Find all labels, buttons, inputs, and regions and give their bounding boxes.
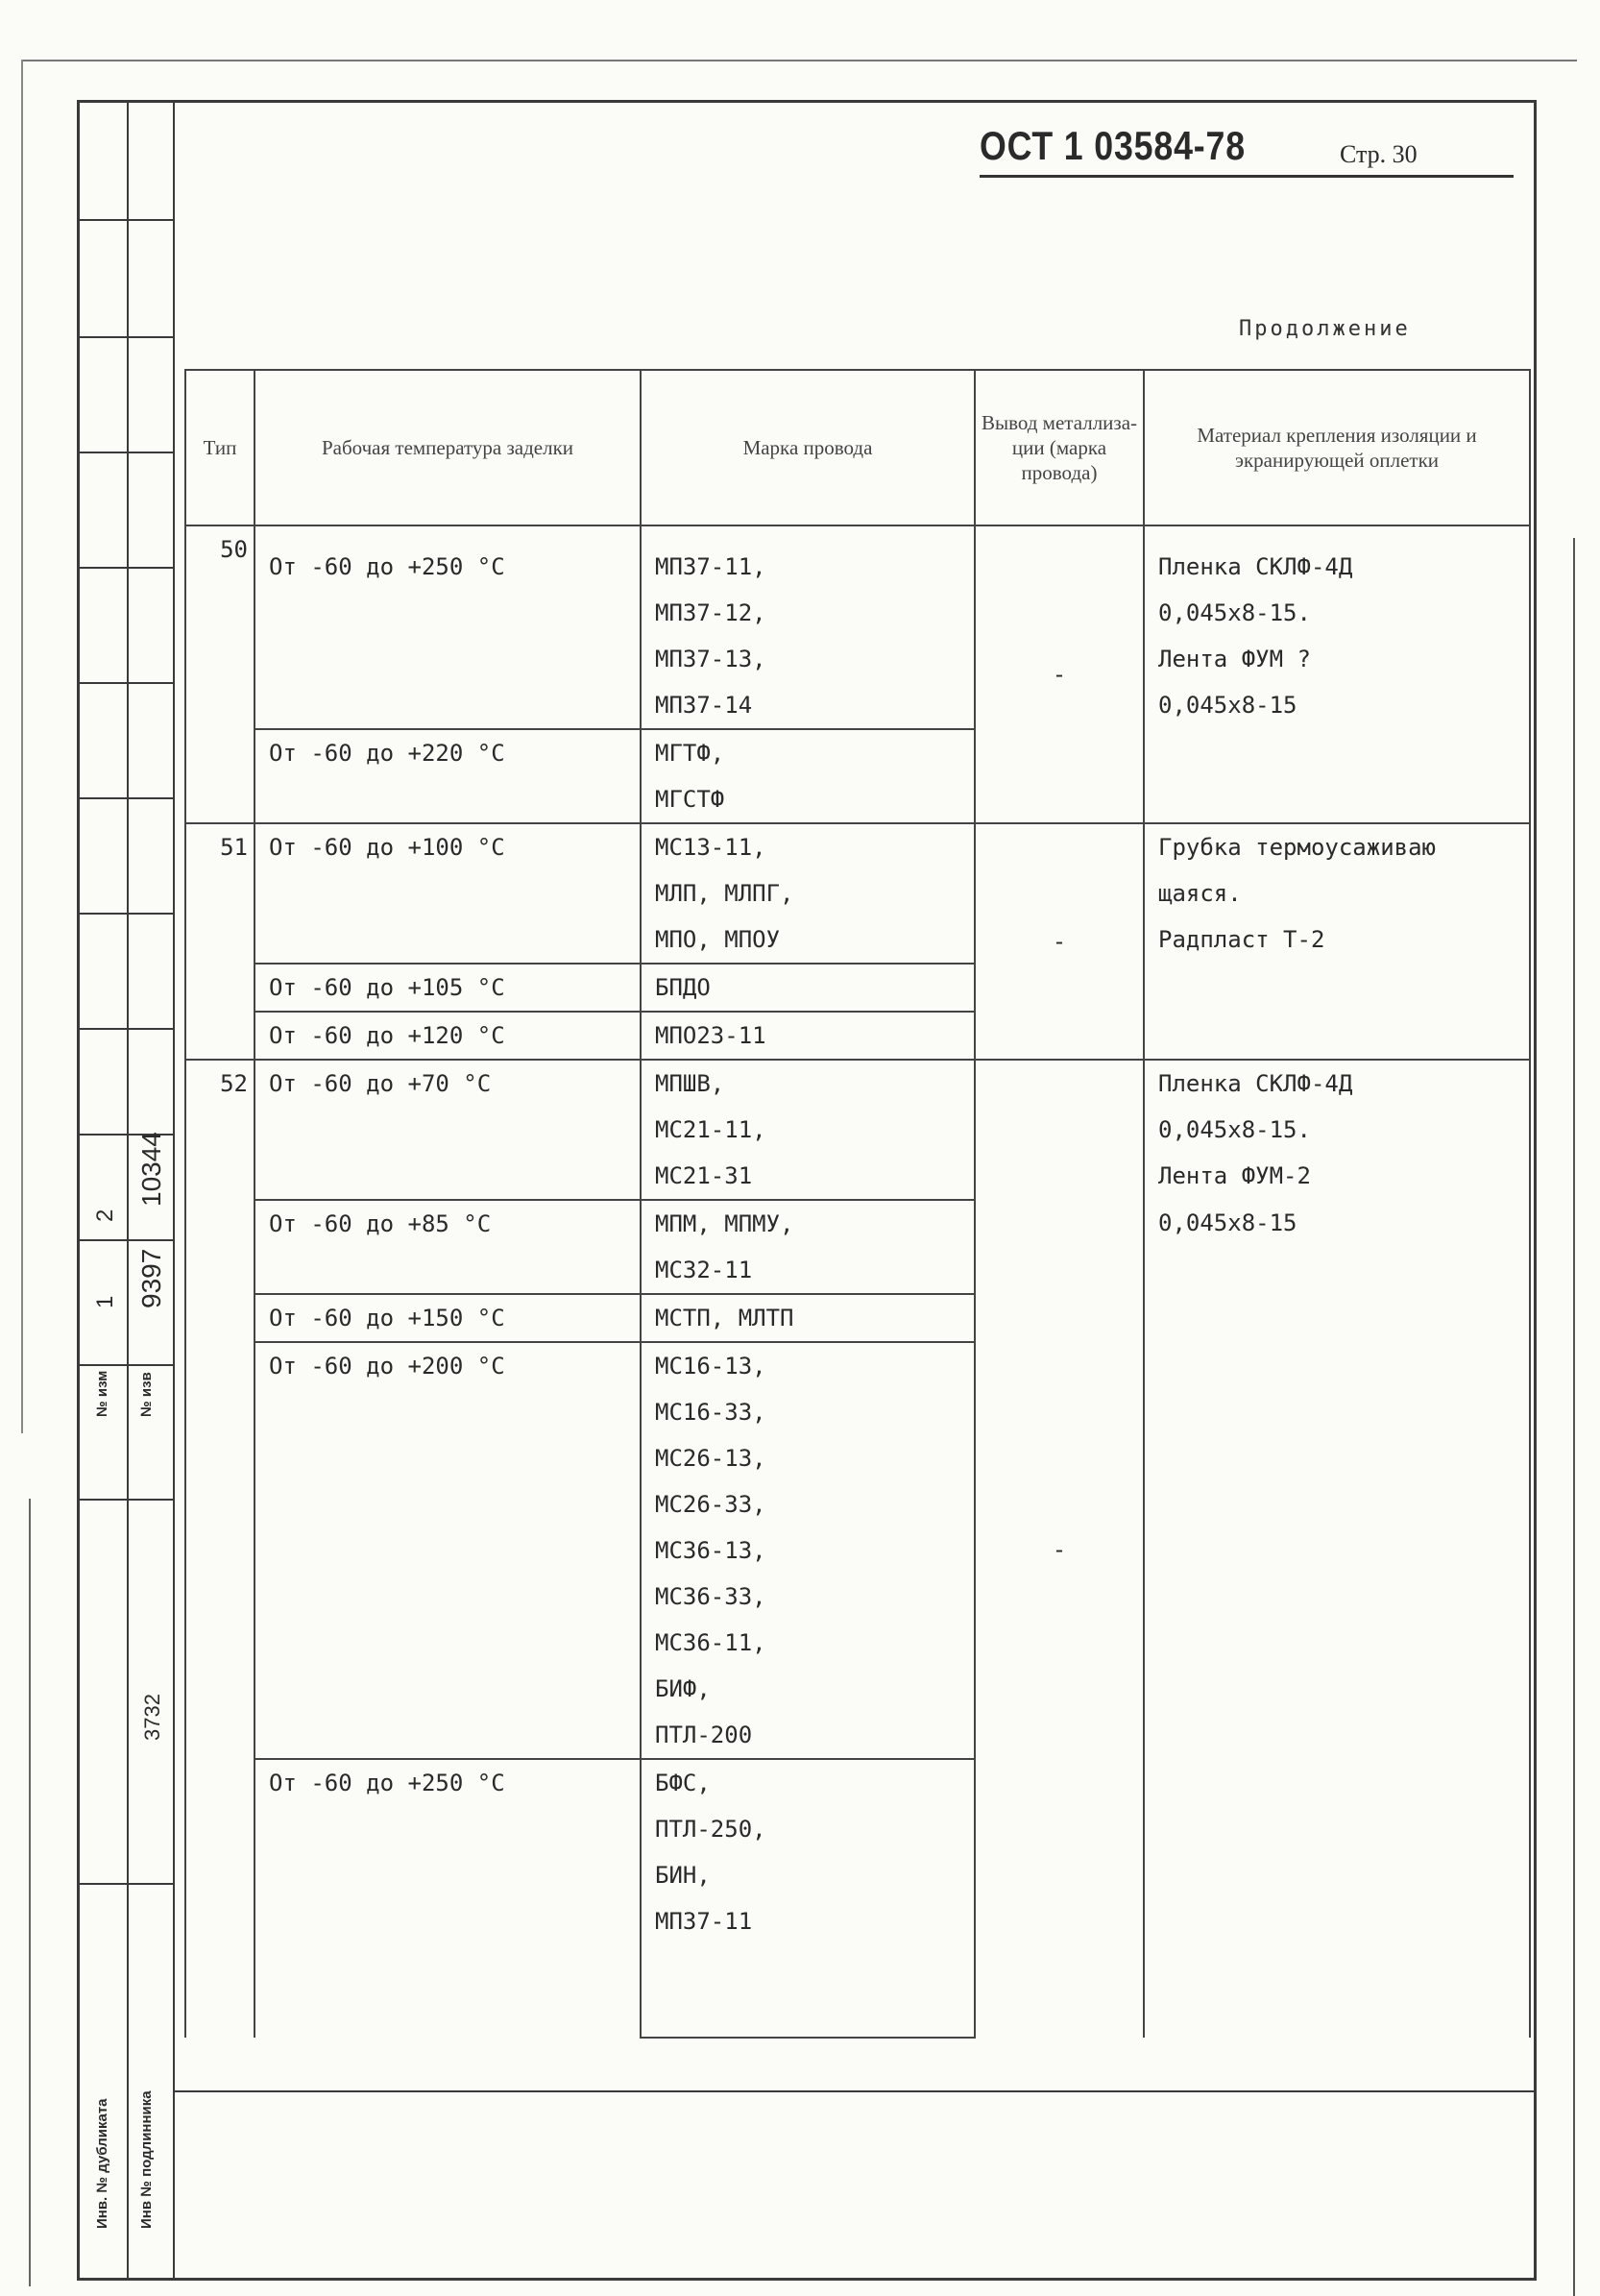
binding-mark-right bbox=[1573, 538, 1575, 2296]
wire-cell: МС36-11, bbox=[641, 1620, 975, 1666]
wire-cell: БИФ, bbox=[641, 1666, 975, 1712]
wire-cell: МС21-11, bbox=[641, 1107, 975, 1153]
temperature-cell: От -60 до +220 °С bbox=[255, 729, 641, 823]
temperature-cell: От -60 до +120 °С bbox=[255, 1012, 641, 1060]
label-notice: № изв bbox=[138, 1372, 155, 1417]
strip-cell-line bbox=[77, 1499, 173, 1501]
wire-cell: МС26-13, bbox=[641, 1435, 975, 1481]
notice-number: 10344 bbox=[136, 1132, 166, 1207]
header-type: Тип bbox=[185, 370, 255, 525]
strip-cell-line bbox=[77, 336, 173, 338]
wire-cell: ПТЛ-250, bbox=[641, 1806, 975, 1852]
type-cell: 51 bbox=[185, 823, 255, 1060]
strip-cell-line bbox=[77, 567, 173, 569]
type-cell: 50 bbox=[185, 525, 255, 823]
binding-mark-left bbox=[29, 1499, 31, 2286]
temperature-cell: От -60 до +150 °С bbox=[255, 1294, 641, 1342]
material-cell: Грубка термоусаживаю bbox=[1144, 823, 1530, 870]
wire-cell: МП37-12, bbox=[641, 590, 975, 636]
header-metallization: Вывод металлиза-ции (марка провода) bbox=[975, 370, 1144, 525]
label-duplicate-inventory: Инв. № дубликата bbox=[94, 2098, 110, 2229]
strip-cell-line bbox=[77, 219, 173, 221]
wire-cell: МС36-33, bbox=[641, 1574, 975, 1620]
continuation-label: Продолжение bbox=[1239, 317, 1411, 341]
revision-number: 2 bbox=[92, 1209, 118, 1222]
temperature-cell: От -60 до +250 °С bbox=[255, 1759, 641, 2038]
wire-cell: МГСТФ bbox=[641, 776, 975, 823]
material-cell: Радпласт Т-2 bbox=[1144, 916, 1530, 1060]
wire-cell: БФС, bbox=[641, 1759, 975, 1806]
original-inventory-number: 3732 bbox=[140, 1694, 164, 1741]
wire-cell: МП37-13, bbox=[641, 636, 975, 682]
sheet-left-edge bbox=[21, 60, 23, 1433]
wire-cell: МП37-14 bbox=[641, 682, 975, 729]
strip-cell-line bbox=[77, 452, 173, 453]
wire-cell: МС21-31 bbox=[641, 1153, 975, 1200]
material-cell: Пленка СКЛФ-4Д bbox=[1144, 525, 1530, 590]
temperature-cell: От -60 до +85 °С bbox=[255, 1200, 641, 1294]
type-cell: 52 bbox=[185, 1060, 255, 2038]
temperature-cell: От -60 до +70 °С bbox=[255, 1060, 641, 1200]
wire-cell: МПО23-11 bbox=[641, 1012, 975, 1060]
stamp-underline bbox=[980, 175, 1514, 178]
header-fastening-material: Материал крепления изоляции и экранирующей оплетки bbox=[1144, 370, 1530, 525]
wire-cell: МС16-33, bbox=[641, 1389, 975, 1435]
material-cell: щаяся. bbox=[1144, 870, 1530, 916]
temperature-cell: От -60 до +250 °С bbox=[255, 525, 641, 729]
strip-cell-line bbox=[77, 1883, 173, 1885]
strip-divider bbox=[173, 100, 175, 2281]
notice-number: 9397 bbox=[136, 1248, 166, 1308]
material-cell: Пленка СКЛФ-4Д bbox=[1144, 1060, 1530, 1107]
wire-cell: МС26-33, bbox=[641, 1481, 975, 1527]
table-row bbox=[185, 1060, 1530, 1107]
temperature-cell: От -60 до +105 °С bbox=[255, 964, 641, 1012]
wire-cell: МПМ, МПМУ, bbox=[641, 1200, 975, 1247]
header-wire-grade: Марка провода bbox=[641, 370, 975, 525]
metallization-cell: - bbox=[975, 525, 1144, 823]
revision-number: 1 bbox=[92, 1295, 118, 1308]
material-cell: Лента ФУМ-2 bbox=[1144, 1153, 1530, 1200]
wire-cell: МС32-11 bbox=[641, 1247, 975, 1294]
strip-cell-line bbox=[77, 1028, 173, 1030]
table-row bbox=[185, 823, 1530, 870]
table-header-row bbox=[185, 370, 1530, 525]
wire-cell: ПТЛ-200 bbox=[641, 1712, 975, 1759]
strip-cell-line bbox=[77, 1239, 173, 1241]
wire-cell bbox=[641, 1944, 975, 2038]
material-cell: 0,045х8-15 bbox=[1144, 682, 1530, 823]
header-temperature: Рабочая температура заделки bbox=[255, 370, 641, 525]
material-cell: 0,045х8-15. bbox=[1144, 1107, 1530, 1153]
strip-divider bbox=[127, 100, 129, 2281]
material-cell: 0,045х8-15. bbox=[1144, 590, 1530, 636]
wire-cell: МП37-11, bbox=[641, 525, 975, 590]
wire-cell: БИН, bbox=[641, 1852, 975, 1898]
temperature-cell: От -60 до +100 °С bbox=[255, 823, 641, 964]
strip-cell-line bbox=[77, 682, 173, 684]
sheet-top-edge bbox=[21, 60, 1577, 61]
bottom-rule bbox=[173, 2090, 1537, 2092]
table-row bbox=[185, 525, 1530, 590]
page-number: Стр. 30 bbox=[1340, 140, 1418, 168]
label-revision: № изм bbox=[94, 1370, 110, 1417]
wire-cell: БПДО bbox=[641, 964, 975, 1012]
wire-cell: МС36-13, bbox=[641, 1527, 975, 1574]
wire-cell: МП37-11 bbox=[641, 1898, 975, 1944]
wire-cell: МПШВ, bbox=[641, 1060, 975, 1107]
wire-cell: МСТП, МЛТП bbox=[641, 1294, 975, 1342]
temperature-cell: От -60 до +200 °С bbox=[255, 1342, 641, 1759]
metallization-cell: - bbox=[975, 823, 1144, 1060]
label-original-inventory: Инв № подлинника bbox=[138, 2090, 155, 2229]
strip-cell-line bbox=[77, 1364, 173, 1366]
wire-cell: МЛП, МЛПГ, bbox=[641, 870, 975, 916]
wire-cell: МГТФ, bbox=[641, 729, 975, 776]
wire-termination-table bbox=[184, 369, 1531, 2039]
document-code: ОСТ 1 03584-78 bbox=[980, 123, 1246, 168]
table-row bbox=[185, 1200, 1530, 1247]
metallization-cell: - bbox=[975, 1060, 1144, 2038]
material-cell: Лента ФУМ ? bbox=[1144, 636, 1530, 682]
material-cell: 0,045х8-15 bbox=[1144, 1200, 1530, 2038]
strip-cell-line bbox=[77, 913, 173, 915]
wire-cell: МС13-11, bbox=[641, 823, 975, 870]
wire-cell: МС16-13, bbox=[641, 1342, 975, 1389]
strip-cell-line bbox=[77, 797, 173, 799]
wire-cell: МПО, МПОУ bbox=[641, 916, 975, 964]
